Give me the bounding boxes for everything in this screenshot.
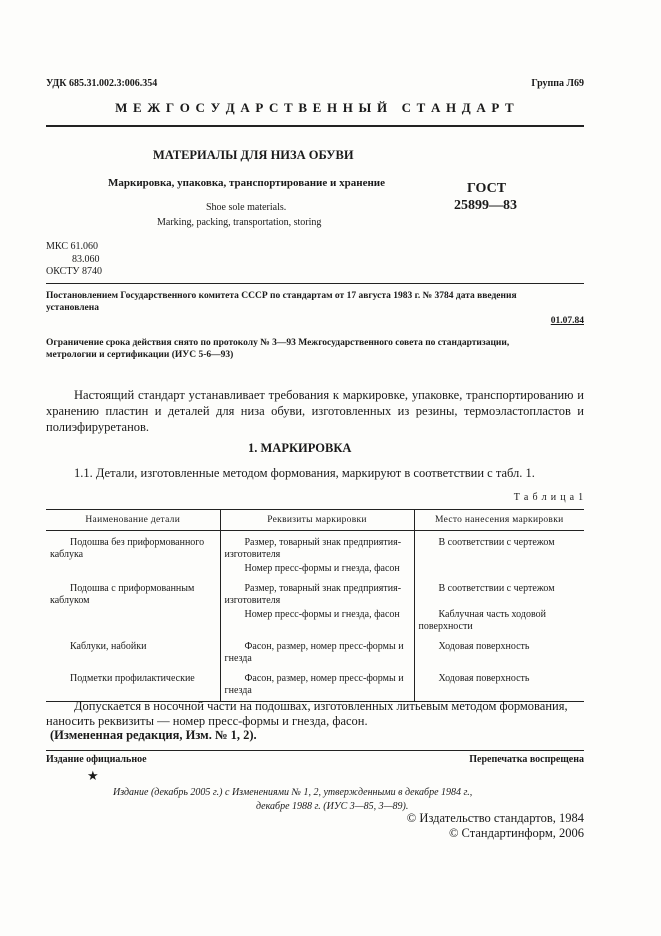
requisites <box>220 531 414 576</box>
requisites: Фасон, размер, номер пресс-формы и гнезда <box>220 633 414 665</box>
table-row <box>46 531 584 576</box>
edition-note-line2: декабре 1988 г. (ИУС 3—85, 3—89). <box>256 801 409 812</box>
mks-code: МКС 61.060 <box>46 241 98 252</box>
part-name: Подошва без приформованного каблука <box>50 537 205 560</box>
marking-location <box>414 575 584 633</box>
intro-paragraph: Настоящий стандарт устанавливает требования к маркировке, упаковке, транспортированию и хранению пластин и деталей для низа обуви, изготовленных из резины, термоэластопластов и полиэфируретанов. <box>46 388 584 434</box>
copyright-standartinform: © Стандартинформ, 2006 <box>448 826 584 840</box>
udk-code: УДК 685.31.002.3:006.354 <box>46 78 158 89</box>
document-subtitle: Маркировка, упаковка, транспортирование и хранение <box>108 177 386 189</box>
requisites-line: Номер пресс-формы и гнезда, фасон <box>244 563 400 574</box>
col-header-requisites: Реквизиты маркировки <box>220 510 414 531</box>
marking-location: Ходовая поверхность <box>414 665 584 702</box>
official-edition: Издание официальное <box>46 754 147 765</box>
okstu-code: ОКСТУ 8740 <box>46 266 103 277</box>
location-line: В соответствии с чертежом <box>438 583 555 594</box>
location-line: Каблучная часть ходовой поверхности <box>418 609 546 632</box>
effective-date: 01.07.84 <box>550 316 584 326</box>
gost-label: ГОСТ <box>467 181 507 196</box>
english-title-line2: Marking, packing, transportation, storing <box>157 217 322 228</box>
part-name: Подошва с приформованным каблуком <box>50 583 195 606</box>
classifier-rule <box>46 283 584 284</box>
gost-number: 25899—83 <box>454 198 517 213</box>
part-name: Каблуки, набойки <box>70 641 147 652</box>
table-caption: Т а б л и ц а 1 <box>513 492 584 503</box>
table-header-row <box>46 510 584 531</box>
header-rule <box>46 125 584 127</box>
requisites-line: Размер, товарный знак предприятия-изготовителя <box>224 537 402 560</box>
section-heading: 1. МАРКИРОВКА <box>248 441 352 455</box>
table-row <box>46 665 584 702</box>
clause-1-1: 1.1. Детали, изготовленные методом формования, маркируют в соответствии с табл. 1. <box>74 466 535 480</box>
col-header-location: Место нанесения маркировки <box>414 510 584 531</box>
allowance-line1: Допускается в носочной части на подошвах, изготовленных литьевым методом формования, <box>74 699 568 713</box>
requisites-line: Размер, товарный знак предприятия-изготовителя <box>224 583 402 606</box>
footer-rule <box>46 750 584 751</box>
table-row <box>46 633 584 665</box>
part-name: Подметки профилактические <box>46 665 220 702</box>
reprint-prohibited: Перепечатка воспрещена <box>469 754 584 765</box>
restriction-line1: Ограничение срока действия снято по протоколу № 3—93 Межгосударственного совета по стандартизации, <box>46 338 510 348</box>
standard-type: М Е Ж Г О С У Д А Р С Т В Е Н Н Ы Й С Т А Н Д А Р Т <box>115 100 515 115</box>
group-code: Группа Л69 <box>531 78 584 89</box>
decree-line1: Постановлением Государственного комитета СССР по стандартам от 17 августа 1983 г. № 3784 дата введения <box>46 291 517 301</box>
requisites-line: Номер пресс-формы и гнезда, фасон <box>244 609 400 620</box>
table-row <box>46 575 584 633</box>
marking-location: Ходовая поверхность <box>414 633 584 665</box>
allowance-line2: наносить реквизиты — номер пресс-формы и гнезда, фасон. <box>46 714 368 728</box>
amendment-note: (Измененная редакция, Изм. № 1, 2). <box>50 728 257 742</box>
star-icon: ★ <box>87 768 99 783</box>
marking-table <box>46 509 584 702</box>
marking-location: В соответствии с чертежом <box>414 531 584 576</box>
requisites: Фасон, размер, номер пресс-формы и гнезда <box>220 665 414 702</box>
english-title-line1: Shoe sole materials. <box>206 202 287 213</box>
requisites <box>220 575 414 633</box>
document-title: МАТЕРИАЛЫ ДЛЯ НИЗА ОБУВИ <box>153 148 354 162</box>
col-header-part-name: Наименование детали <box>46 510 220 531</box>
restriction-line2: метрологии и сертификации (ИУС 5-6—93) <box>46 350 234 360</box>
mks-code-2: 83.060 <box>72 254 100 265</box>
decree-line2: установлена <box>46 303 99 313</box>
edition-note-line1: Издание (декабрь 2005 г.) с Изменениями № 1, 2, утвержденными в декабре 1984 г., <box>113 787 473 798</box>
copyright-publisher: © Издательство стандартов, 1984 <box>406 811 584 825</box>
